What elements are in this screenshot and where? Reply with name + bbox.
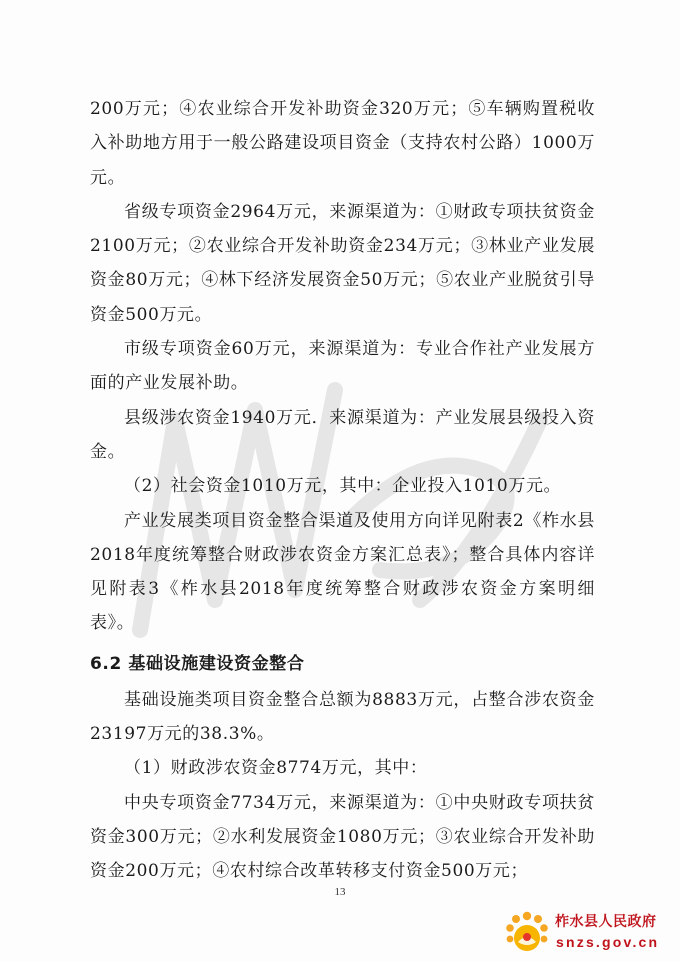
paragraph: 县级涉农资金1940万元．来源渠道为：产业发展县级投入资金。 <box>90 407 595 462</box>
section-heading: 6.2 基础设施建设资金整合 <box>90 653 305 674</box>
site-logo-url[interactable]: snzs.gov.cn <box>556 934 660 950</box>
sun-flower-logo-icon <box>504 910 550 956</box>
site-logo-title: 柞水县人民政府 <box>555 914 657 930</box>
paragraph: 中央专项资金7734万元，来源渠道为：①中央财政专项扶贫资金300万元；②水利发展资金1080万元；③农业综合开发补助资金200万元；④农村综合改革转移支付资金500万元； <box>90 792 595 882</box>
paragraph: （2）社会资金1010万元，其中：企业投入1010万元。 <box>124 476 562 497</box>
paragraph: 市级专项资金60万元，来源渠道为：专业合作社产业发展方面的产业发展补助。 <box>90 339 595 394</box>
paragraph: 省级专项资金2964万元，来源渠道为：①财政专项扶贫资金2100万元；②农业综合开发补助资金234万元；③林业产业发展资金80万元；④林下经济发展资金50万元；⑤农业产业脱贫引导资金500万元。 <box>90 201 595 325</box>
paragraph: （1）财政涉农资金8774万元，其中： <box>124 758 428 779</box>
paragraph: 产业发展类项目资金整合渠道及使用方向详见附表2《柞水县2018年度统筹整合财政涉农资金方案汇总表》；整合具体内容详见附表3《柞水县2018年度统筹整合财政涉农资金方案明细表》。 <box>90 510 595 634</box>
document-body <box>90 92 595 889</box>
paragraph: 200万元；④农业综合开发补助资金320万元；⑤车辆购置税收入补助地方用于一般公路建设项目资金（支持农村公路）1000万元。 <box>90 99 595 188</box>
site-logo[interactable] <box>500 906 680 961</box>
page-number: 13 <box>334 886 346 898</box>
paragraph: 基础设施类项目资金整合总额为8883万元，占整合涉农资金23197万元的38.3%。 <box>90 689 595 745</box>
